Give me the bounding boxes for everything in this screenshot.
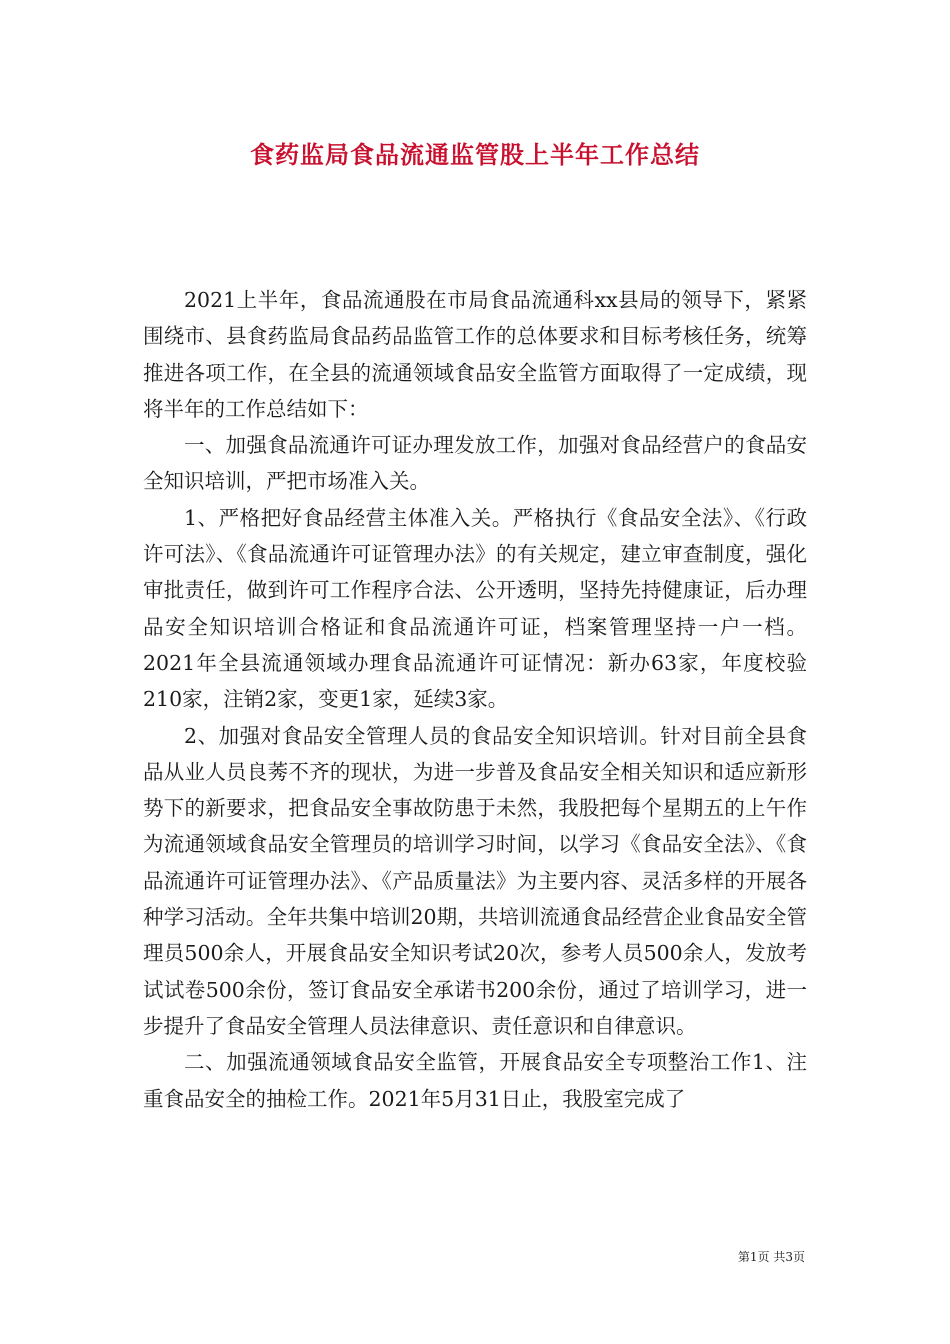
paragraph-item-1: 1、严格把好食品经营主体准入关。严格执行《食品安全法》、《行政许可法》、《食品流通许可证管理办法》的有关规定，建立审查制度，强化审批责任，做到许可工作程序合法、公开透明，坚持先持健康证，后办理品安全知识培训合格证和食品流通许可证，档案管理坚持一户一档。2021年全县流通领域办理食品流通许可证情况：新办63家，年度校验210家，注销2家，变更1家，延续3家。 <box>143 505 807 712</box>
paragraph-section-1-heading: 一、加强食品流通许可证办理发放工作，加强对食品经营户的食品安全知识培训，严把市场准入关。 <box>143 433 807 494</box>
document-body <box>143 282 807 1117</box>
page-number-footer: 第1页 共3页 <box>737 1250 805 1264</box>
paragraph-section-2-heading: 二、加强流通领域食品安全监管，开展食品安全专项整治工作1、注重食品安全的抽检工作。2021年5月31日止，我股室完成了 <box>143 1050 807 1111</box>
document-title: 食药监局食品流通监管股上半年工作总结 <box>250 141 700 169</box>
paragraph-item-2: 2、加强对食品安全管理人员的食品安全知识培训。针对目前全县食品从业人员良莠不齐的现状，为进一步普及食品安全相关知识和适应新形势下的新要求，把食品安全事故防患于未然，我股把每个星期五的上午作为流通领域食品安全管理员的培训学习时间，以学习《食品安全法》、《食品流通许可证管理办法》、《产品质量法》为主要内容、灵活多样的开展各种学习活动。全年共集中培训20期，共培训流通食品经营企业食品安全管理员500余人，开展食品安全知识考试20次，参考人员500余人，发放考试试卷500余份，签订食品安全承诺书200余份，通过了培训学习，进一步提升了食品安全管理人员法律意识、责任意识和自律意识。 <box>143 723 807 1038</box>
paragraph-intro: 2021上半年，食品流通股在市局食品流通科xx县局的领导下，紧紧围绕市、县食药监局食品药品监管工作的总体要求和目标考核任务，统筹推进各项工作，在全县的流通领域食品安全监管方面取得了一定成绩，现将半年的工作总结如下： <box>143 288 807 421</box>
